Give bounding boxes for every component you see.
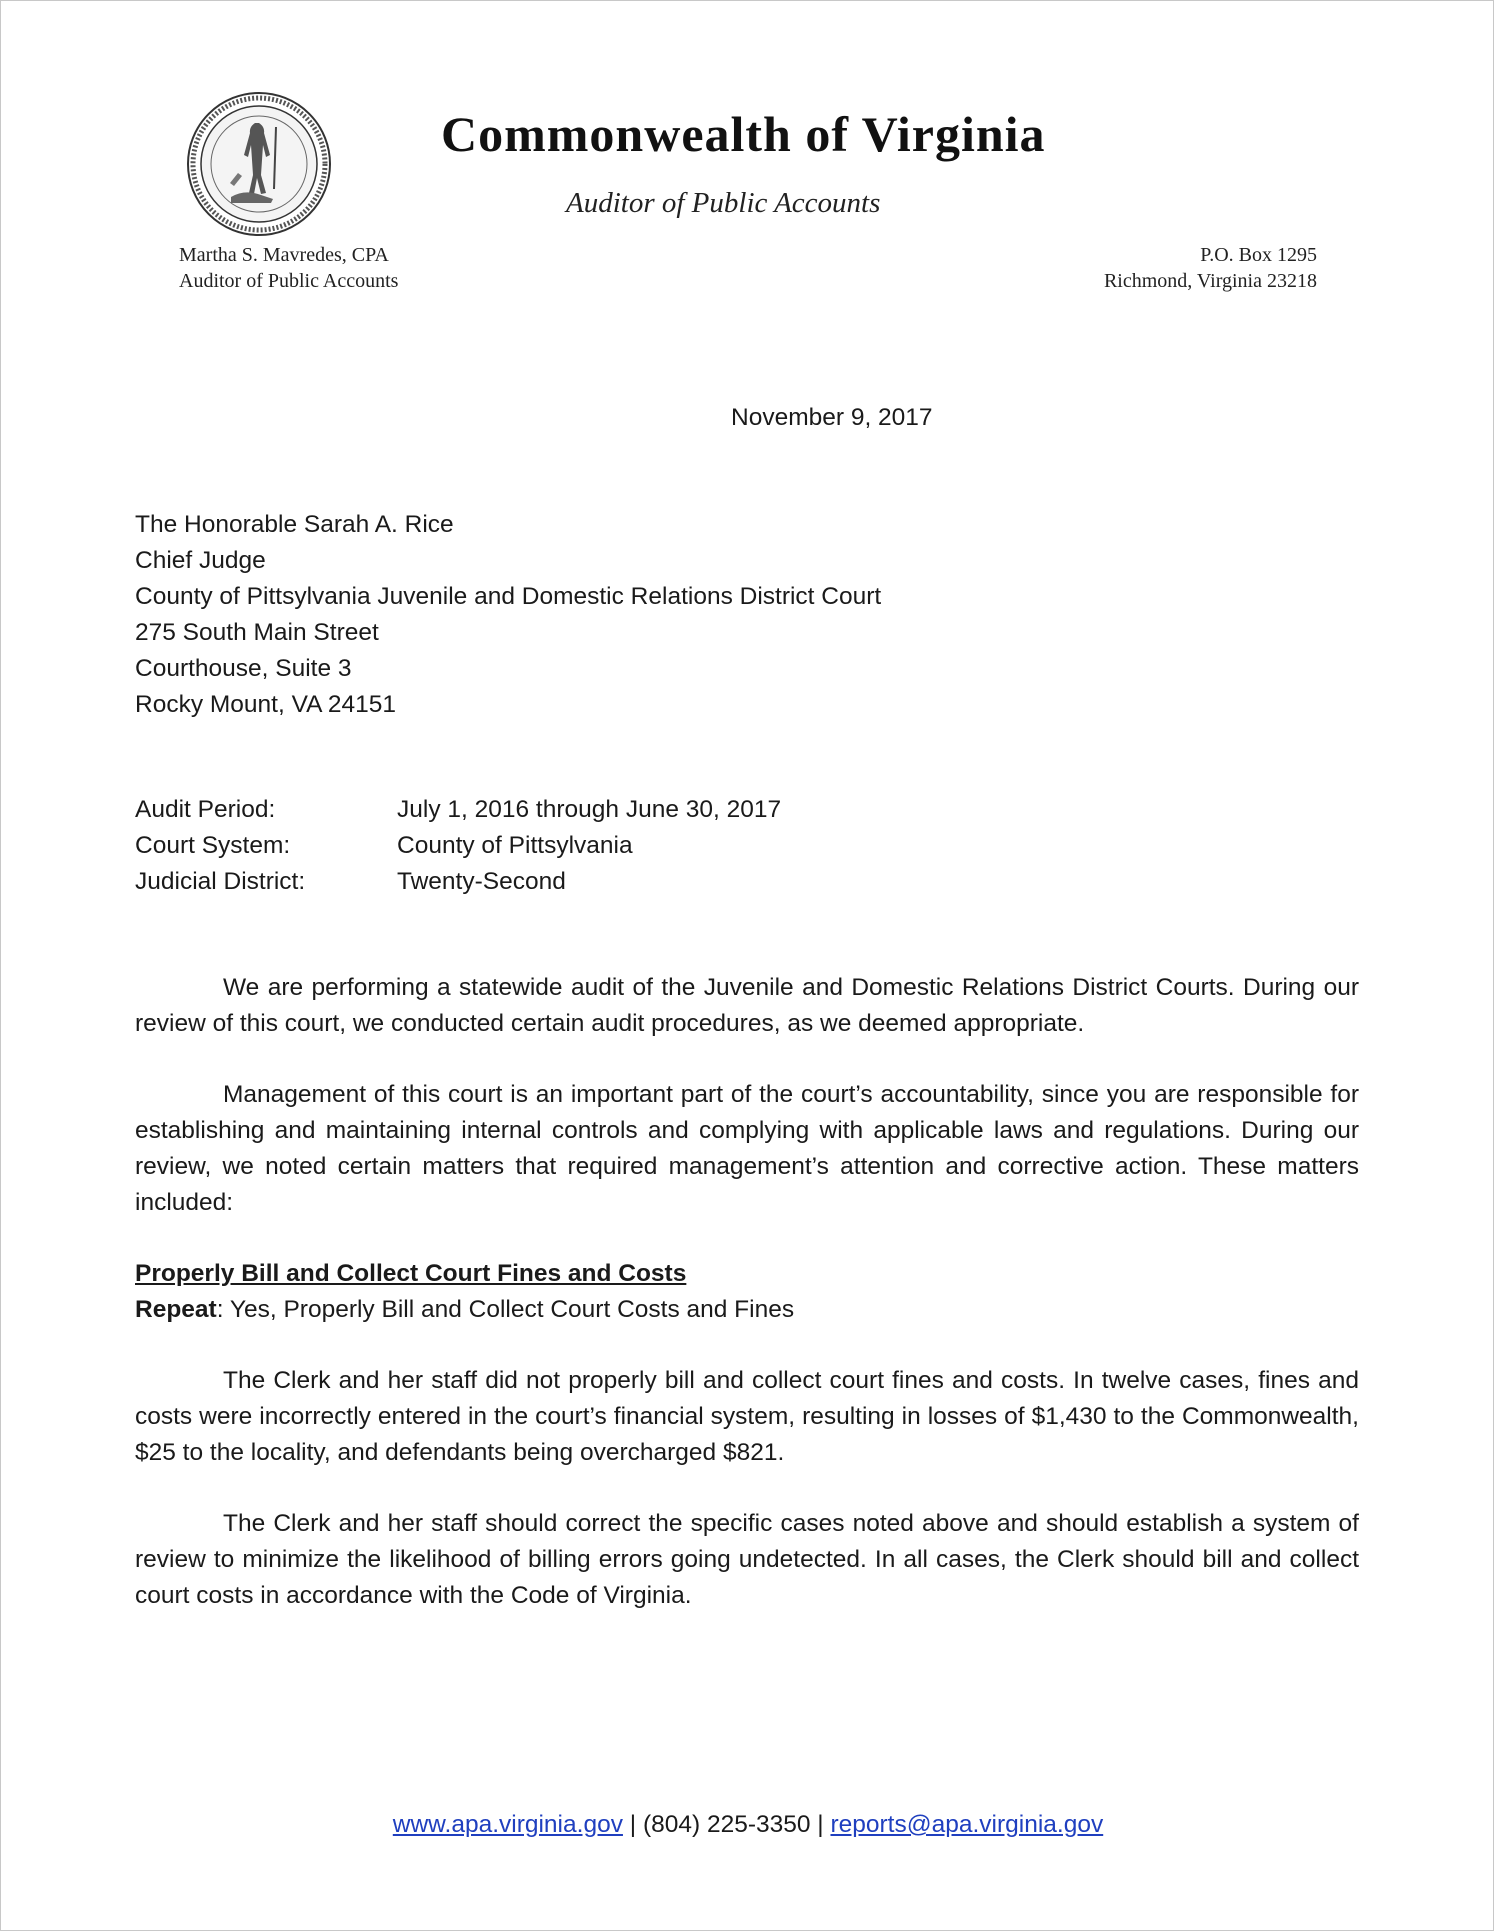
auditor-name: Martha S. Mavredes, CPA xyxy=(179,244,389,266)
recipient-line: The Honorable Sarah A. Rice xyxy=(135,511,454,538)
auditor-title: Auditor of Public Accounts xyxy=(179,270,399,292)
repeat-text: : Yes, Properly Bill and Collect Court Costs and Fines xyxy=(216,1296,795,1323)
footer-contact xyxy=(1,1807,1494,1843)
management-paragraph xyxy=(135,1077,1359,1221)
audit-info-value: Twenty-Second xyxy=(397,868,566,895)
audit-info-row xyxy=(135,792,781,828)
phone-number: (804) 225-3350 xyxy=(642,1811,811,1838)
recipient-line: Rocky Mount, VA 24151 xyxy=(135,691,397,718)
audit-info-row xyxy=(135,828,781,864)
finding-recommendation-paragraph xyxy=(135,1506,1359,1614)
letter-date: November 9, 2017 xyxy=(731,404,933,431)
footer-separator: | xyxy=(810,1811,831,1838)
finding-condition-text: The Clerk and her staff did not properly bill and collect court fines and costs. In twelve cases, fines and costs were incorrectly entered in the court’s financial system, resulting in losses of $1,430 to the Commonwealth, $25 to the locality, and defendants being overcharged $821. xyxy=(135,1367,1359,1466)
audit-info-value: July 1, 2016 through June 30, 2017 xyxy=(397,796,782,823)
office-address xyxy=(1104,242,1317,294)
footer-separator: | xyxy=(622,1811,643,1838)
finding-title: Properly Bill and Collect Court Fines and Costs xyxy=(135,1260,687,1287)
recipient-line: 275 South Main Street xyxy=(135,619,379,646)
po-box: P.O. Box 1295 xyxy=(1200,244,1317,266)
repeat-label: Repeat xyxy=(135,1296,217,1323)
finding-repeat xyxy=(135,1292,794,1328)
intro-text: We are performing a statewide audit of the Juvenile and Domestic Relations District Courts. During our review of this court, we conducted certain audit procedures, as we deemed appropriate. xyxy=(135,974,1359,1037)
management-text: Management of this court is an important part of the court’s accountability, since you are responsible for establishing and maintaining internal controls and complying with applicable laws and regulations. During our review, we noted certain matters that required management’s attention and corrective action. These matters included: xyxy=(135,1081,1359,1216)
finding-condition-paragraph xyxy=(135,1363,1359,1471)
recipient-address xyxy=(135,507,881,723)
recipient-line: Courthouse, Suite 3 xyxy=(135,655,352,682)
finding-recommendation-text: The Clerk and her staff should correct the specific cases noted above and should establish a system of review to minimize the likelihood of billing errors going undetected. In all cases, the Clerk should bill and collect court costs in accordance with the Code of Virginia. xyxy=(135,1510,1359,1609)
letterhead-subtitle: Auditor of Public Accounts xyxy=(566,187,881,219)
audit-info-label: Court System: xyxy=(135,832,291,859)
city-state-zip: Richmond, Virginia 23218 xyxy=(1103,270,1317,292)
email-link[interactable]: reports@apa.virginia.gov xyxy=(830,1811,1104,1838)
audit-info xyxy=(135,792,781,900)
audit-info-label: Audit Period: xyxy=(135,796,276,823)
auditor-block xyxy=(179,242,398,294)
intro-paragraph xyxy=(135,970,1359,1042)
website-link[interactable]: www.apa.virginia.gov xyxy=(392,1811,623,1838)
letterhead-title: Commonwealth of Virginia xyxy=(441,106,1046,162)
audit-info-value: County of Pittsylvania xyxy=(397,832,633,859)
virginia-seal-icon xyxy=(186,91,332,237)
audit-info-row xyxy=(135,864,781,900)
recipient-line: County of Pittsylvania Juvenile and Domestic Relations District Court xyxy=(135,583,882,610)
recipient-line: Chief Judge xyxy=(135,547,266,574)
audit-info-label: Judicial District: xyxy=(135,868,306,895)
